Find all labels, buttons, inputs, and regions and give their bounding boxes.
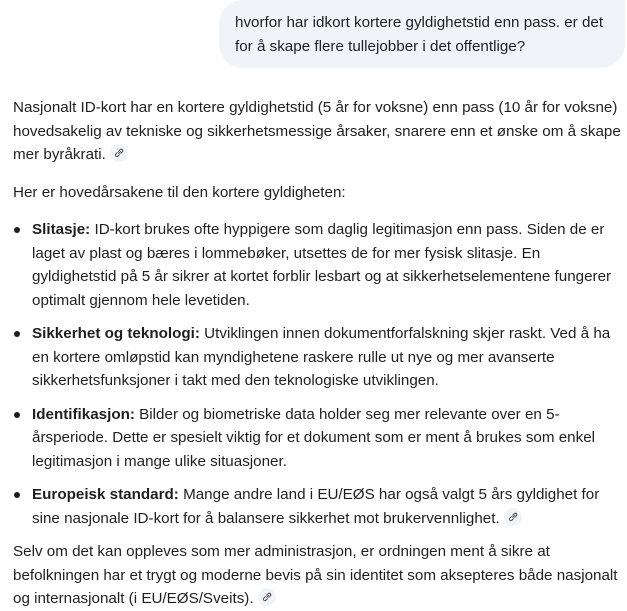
response-outro-paragraph [13, 540, 625, 611]
link-icon [507, 511, 519, 523]
link-icon [261, 591, 273, 603]
user-message-bubble [219, 0, 625, 68]
reason-title: Europeisk standard: [32, 486, 179, 503]
reason-title: Identifikasjon: [32, 405, 135, 423]
reason-text: Bilder og biometriske data holder seg mer relevante over en 5-årsperiode. Dette er spesielt viktig for et dokument som er ment å brukes som enkel legitimasjon i mange ulike situasjoner. [32, 405, 596, 470]
bullet-dot [14, 227, 20, 233]
list-item [13, 403, 625, 474]
user-message-text: hvorfor har idkort kortere gyldighetstid enn pass. er det for å skape flere tullejobber i det offentlige? [235, 14, 604, 55]
reason-text: Utviklingen innen dokumentforfalskning skjer raskt. Ved å ha en kortere omløpstid kan myndighetene raskere rulle ut nye og mer avanserte sikkerhetsfunksjoner i takt med den teknologiske utviklingen. [32, 325, 611, 389]
bullet-dot [14, 331, 20, 337]
response-intro-text: Nasjonalt ID-kort har en kortere gyldighetstid (5 år for voksne) enn pass (10 år for voksne) hovedsakelig av tekniske og sikkerhetsmessige årsaker, snarere enn et ønske om å skape mer byråkrati. [13, 99, 621, 163]
reason-title: Sikkerhet og teknologi: [32, 325, 200, 342]
source-chip[interactable] [110, 144, 128, 162]
reasons-list [13, 218, 625, 530]
response-lead-paragraph [13, 181, 625, 205]
list-item [13, 322, 625, 393]
bullet-dot [14, 492, 20, 498]
response-outro-text: Selv om det kan oppleves som mer administrasjon, er ordningen ment å sikre at befolkningen har et trygt og moderne bevis på sin identitet som aksepteres både nasjonalt og internasjonalt (i EU/EØS/Sveits). [13, 543, 618, 607]
list-item [13, 218, 625, 312]
response-lead-text: Her er hovedårsakene til den kortere gyldigheten: [13, 183, 346, 201]
reason-text: Mange andre land i EU/EØS har også valgt 5 års gyldighet for sine nasjonale ID-kort for å balansere sikkerhet mot brukervennlighet. [32, 486, 600, 527]
reason-title: Slitasje: [32, 221, 91, 238]
link-icon [113, 147, 125, 159]
response-intro-paragraph [13, 96, 625, 167]
source-chip[interactable] [258, 588, 276, 606]
bullet-dot [14, 412, 20, 418]
reason-text: ID-kort brukes ofte hyppigere som daglig legitimasjon enn pass. Siden de er laget av plast og bæres i lommebøker, utsettes de for mer fysisk slitasje. En gyldighetstid på 5 år sikrer at kortet forblir lesbart og at sikkerhetselementene fungerer optimalt gjennom hele levetiden. [32, 221, 612, 309]
model-response [13, 96, 625, 611]
source-chip[interactable] [504, 508, 522, 526]
list-item [13, 483, 625, 530]
